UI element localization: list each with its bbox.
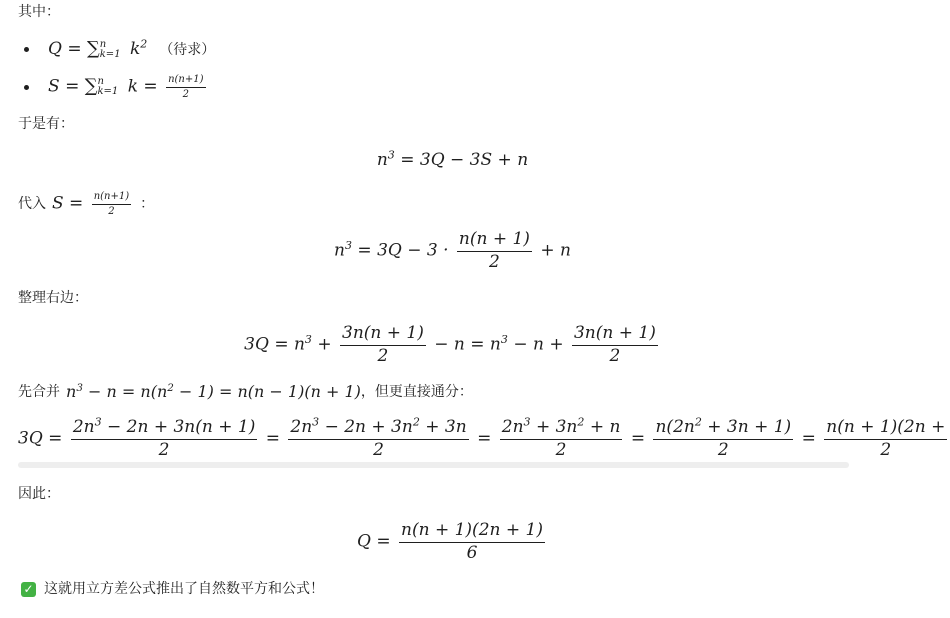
- bullet-s-definition: [24, 75, 209, 99]
- substitute-suffix: ：: [140, 196, 155, 212]
- equation-final-result: Q = $\frac{n(n + 1)(2n + 1)}{6}$: [357, 520, 543, 563]
- pending-note: （待求）: [159, 42, 216, 58]
- combine-line: [18, 382, 473, 402]
- s-definition-math: S = ∑ n k=1 k = $\frac{n(n+1)}{2}$: [48, 74, 204, 100]
- substitute-math: S = $\frac{n(n+1)}{2}$: [52, 191, 130, 217]
- therefore-label: 因此：: [18, 486, 60, 502]
- arrange-label: 整理右边：: [18, 290, 88, 306]
- bullet-q-definition: [24, 37, 215, 61]
- intro-label: 其中：: [18, 4, 60, 20]
- equation-substituted: $n^3 = 3Q - 3$ · $\frac{n(n + 1)}{2}$ + n: [334, 229, 571, 272]
- combine-math: $n^3 - n = n(n^2 - 1) = n(n - 1)(n + 1)$: [66, 381, 361, 401]
- combine-suffix: ，但更直接通分：: [360, 384, 473, 400]
- horizontal-scrollbar[interactable]: [18, 462, 849, 468]
- equation-cube-identity: $n^3 = 3Q - 3S + n$: [376, 148, 529, 170]
- substitute-line: [18, 191, 154, 217]
- check-mark-icon: ✓: [21, 582, 36, 597]
- bullet-dot: [24, 85, 29, 90]
- bullet-dot: [24, 47, 29, 52]
- q-definition-math: Q = ∑ n k=1 $k^2$: [48, 37, 148, 60]
- combine-prefix: 先合并: [18, 384, 60, 400]
- equation-rearranged: $3Q = n^3$ + $\frac{3n(n + 1)}{2}$ − $n = n^3 - n$ + $\frac{3n(n + 1)}{2}$: [244, 323, 656, 366]
- equation-common-denominator[interactable]: 3Q = $\frac{2n^3 - 2n + 3n(n + 1)}{2}$ = $\frac{2n^3 - 2n + 3n^2 + 3n}{2}$ = $\frac{2n^3 + 3n^2 + n}{2}$ = $\frac{n(2n^2 + 3n + 1)}{2}$ = $\frac{n(n + 1)(2n +}{2}$: [18, 415, 946, 460]
- hence-label: 于是有：: [18, 116, 74, 132]
- conclusion-text: 这就用立方差公式推出了自然数平方和公式！: [44, 581, 324, 597]
- substitute-prefix: 代入: [18, 196, 46, 212]
